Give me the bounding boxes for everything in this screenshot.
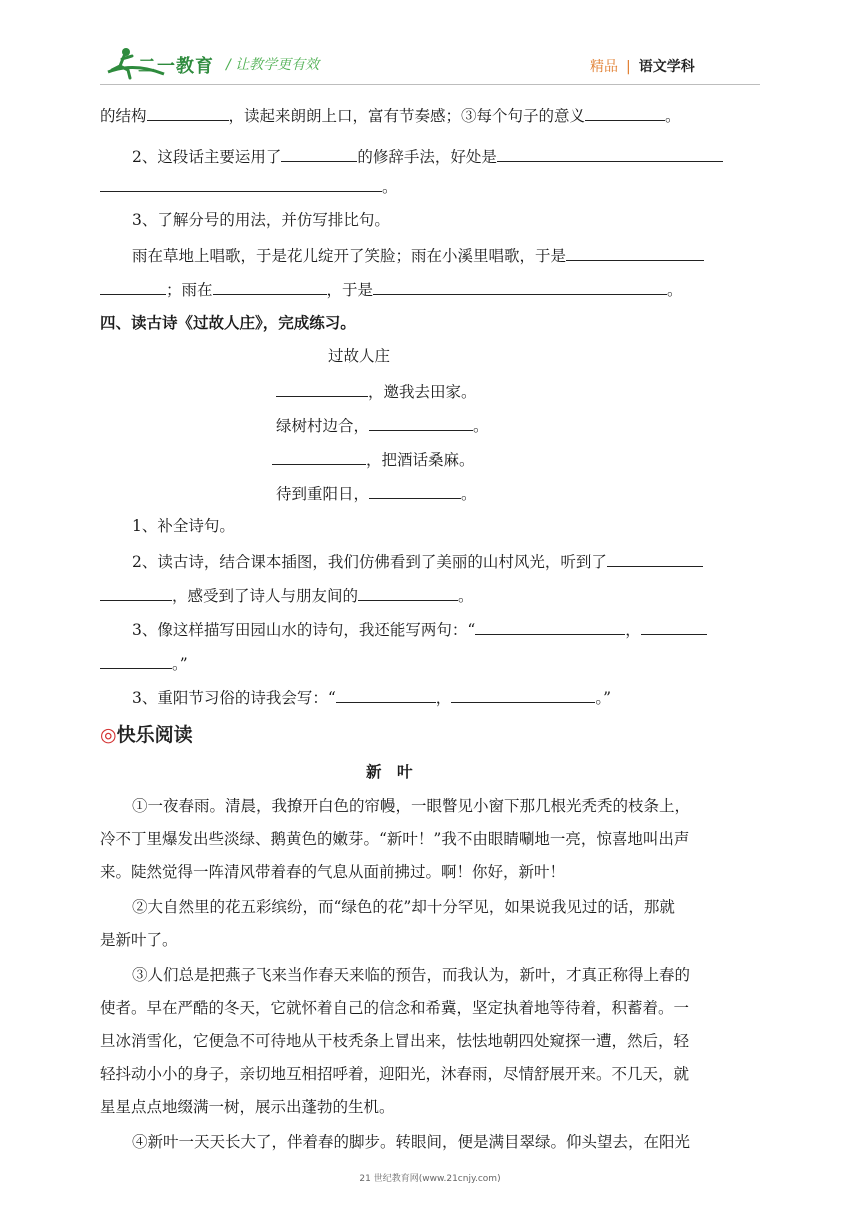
text: 的结构 (100, 107, 147, 125)
answer-blank[interactable] (475, 618, 625, 635)
q1-continuation (100, 104, 681, 126)
text: 雨在草地上唱歌，于是花儿绽开了笑脸；雨在小溪里唱歌，于是 (132, 247, 567, 265)
text: ， (625, 621, 641, 639)
q3-example-line2 (100, 278, 683, 300)
section-4-heading: 四、读古诗《过故人庄》，完成练习。 (100, 314, 356, 332)
section-happy-reading (100, 720, 193, 747)
answer-blank[interactable] (497, 145, 723, 162)
answer-blank[interactable] (100, 584, 172, 601)
answer-blank[interactable] (566, 244, 704, 261)
text: ， (435, 689, 452, 707)
answer-blank[interactable] (336, 686, 436, 703)
answer-blank[interactable] (100, 175, 382, 192)
para1-line1: ①一夜春雨。清晨，我撩开白色的帘幔，一眼瞥见小窗下那几根光秃秃的枝条上， (132, 797, 691, 815)
para2-line1: ②大自然里的花五彩缤纷，而“绿色的花”却十分罕见，如果说我见过的话，那就 (132, 898, 675, 916)
poem-q3-line2 (100, 652, 188, 674)
para3-line1: ③人们总是把燕子飞来当作春天来临的预告，而我认为，新叶，才真正称得上春的 (132, 966, 691, 984)
answer-blank[interactable] (147, 104, 229, 121)
page-header (0, 0, 860, 92)
text: 。” (595, 689, 611, 707)
brand-subject: 语文学科 (638, 59, 695, 75)
text: 3、重阳节习俗的诗我会写：“ (132, 689, 336, 707)
text: ，把酒话桑麻。 (366, 451, 475, 469)
brand-label (590, 56, 695, 76)
poem-line-1 (276, 380, 477, 402)
poem-line-2 (276, 414, 489, 436)
answer-blank[interactable] (369, 414, 473, 431)
answer-blank[interactable] (213, 278, 327, 295)
para3-line5: 星星点点地缀满一树，展示出蓬勃的生机。 (100, 1098, 395, 1116)
text: 。 (461, 485, 477, 503)
text: 的修辞手法，好处是 (357, 148, 497, 166)
answer-blank[interactable] (607, 550, 703, 567)
logo-text: 二一教育 (138, 56, 214, 77)
answer-blank[interactable] (100, 278, 166, 295)
q2-line2 (100, 175, 398, 197)
text: ，感受到了诗人与朋友间的 (172, 587, 359, 605)
page-footer: 21 世纪教育网(www.21cnjy.com) (359, 1174, 501, 1184)
text: ，邀我去田家。 (368, 383, 477, 401)
q3-prompt: 3、了解分号的用法，并仿写排比句。 (132, 211, 390, 229)
text: ，读起来朗朗上口，富有节奏感；③每个句子的意义 (228, 107, 586, 125)
text: 3、像这样描写田园山水的诗句，我还能写两句：“ (132, 621, 476, 639)
q2-line1 (132, 145, 723, 167)
text: 。 (458, 587, 474, 605)
text: ；雨在 (166, 281, 213, 299)
text: 2、这段话主要运用了 (132, 148, 282, 166)
answer-blank[interactable] (585, 104, 665, 121)
slogan: / 让教学更有效 (226, 57, 320, 73)
para4-line1: ④新叶一天天长大了，伴着春的脚步。转眼间，便是满目翠绿。仰头望去，在阳光 (132, 1133, 691, 1151)
text: 待到重阳日， (276, 485, 370, 503)
answer-blank[interactable] (100, 652, 172, 669)
poem-q4 (132, 686, 611, 708)
answer-blank[interactable] (358, 584, 458, 601)
text: 。 (382, 178, 398, 196)
text: ，于是 (326, 281, 374, 299)
text: 2、读古诗，结合课本插图，我们仿佛看到了美丽的山村风光，听到了 (132, 553, 607, 571)
para1-line3: 来。陡然觉得一阵清风带着春的气息从面前拂过。啊！你好，新叶！ (100, 863, 566, 881)
circle-mark-icon: ◎ (100, 724, 117, 746)
poem-q2-line2 (100, 584, 474, 606)
answer-blank[interactable] (276, 380, 368, 397)
text: 。 (665, 107, 681, 125)
answer-blank[interactable] (641, 618, 707, 635)
para3-line3: 旦冰消雪化，它便急不可待地从干枝秃条上冒出来，怯怯地朝四处窥探一遭，然后，轻 (100, 1032, 690, 1050)
para3-line2: 使者。早在严酷的冬天，它就怀着自己的信念和希冀，坚定执着地等待着，积蓄着。一 (100, 999, 690, 1017)
answer-blank[interactable] (373, 278, 667, 295)
answer-blank[interactable] (281, 145, 357, 162)
answer-blank[interactable] (272, 448, 366, 465)
text: 绿树村边合， (276, 417, 370, 435)
q3-example-line1 (132, 244, 704, 266)
section-title: 快乐阅读 (116, 724, 193, 746)
poem-line-4 (276, 482, 477, 504)
article-title: 新 叶 (366, 763, 413, 781)
para3-line4: 轻抖动小小的身子，亲切地互相招呼着，迎阳光，沐春雨，尽情舒展开来。不几天，就 (100, 1065, 690, 1083)
para1-line2: 冷不丁里爆发出些淡绿、鹅黄色的嫩芽。“新叶！”我不由眼睛唰地一亮，惊喜地叫出声 (100, 830, 690, 848)
poem-q3-line1 (132, 618, 707, 640)
poem-q1: 1、补全诗句。 (132, 517, 235, 535)
text: 。 (667, 281, 683, 299)
brand-quality: 精品 (590, 59, 618, 75)
brand-separator: | (626, 59, 631, 75)
answer-blank[interactable] (369, 482, 461, 499)
poem-line-3 (272, 448, 475, 470)
text: 。” (172, 655, 188, 673)
header-divider (100, 84, 760, 85)
poem-q2-line1 (132, 550, 703, 572)
poem-title: 过故人庄 (328, 347, 391, 365)
answer-blank[interactable] (451, 686, 595, 703)
text: 。 (473, 417, 489, 435)
para2-line2: 是新叶了。 (100, 931, 178, 949)
